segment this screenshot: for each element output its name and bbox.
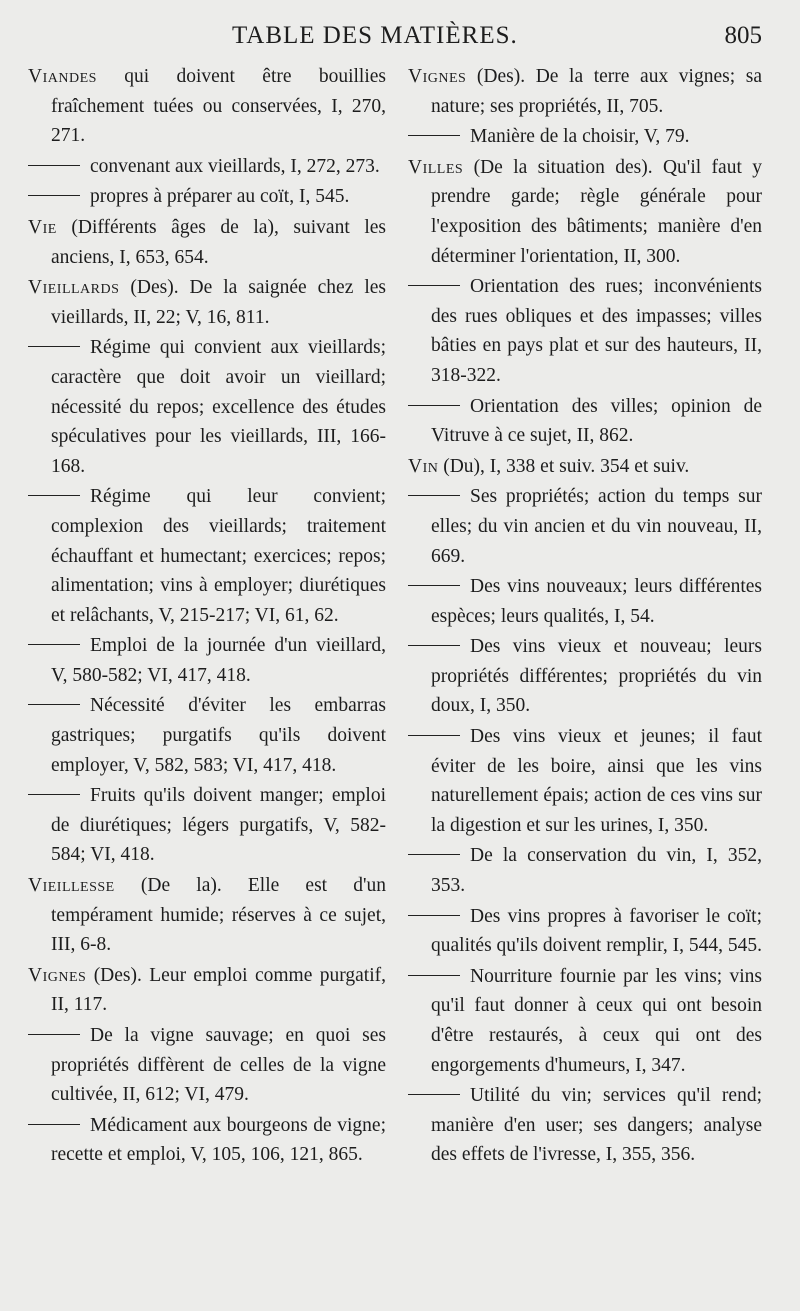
- left-column: [28, 62, 386, 1171]
- entry-headword: Vieillesse: [28, 875, 115, 897]
- entry-text: Nécessité d'éviter les embarras gastriques; purgatifs qu'ils doivent employer, V, 582, 583; VI, 417, 418.: [51, 695, 386, 776]
- index-subentry: [28, 1021, 386, 1110]
- index-entry: [28, 213, 386, 272]
- index-subentry: [408, 632, 762, 721]
- entry-text: qui doivent être bouillies fraîchement tuées ou conservées, I, 270, 271.: [51, 66, 386, 147]
- ditto-dash: [408, 915, 460, 916]
- ditto-dash: [408, 285, 460, 286]
- index-subentry: [408, 392, 762, 451]
- entry-text: Régime qui leur convient; complexion des vieillards; traitement échauffant et humectant; exercices; repos; alimentation; vins à employer; diurétiques et relâchants, V, 215-217; VI, 61, 62.: [51, 486, 386, 626]
- index-entry: [28, 273, 386, 332]
- index-subentry: [408, 962, 762, 1080]
- ditto-dash: [408, 405, 460, 406]
- entry-text: De la conservation du vin, I, 352, 353.: [431, 845, 762, 897]
- entry-text: (Du), I, 338 et suiv. 354 et suiv.: [438, 455, 690, 477]
- ditto-dash: [408, 585, 460, 586]
- entry-headword: Vignes: [28, 964, 87, 986]
- entry-text: Orientation des rues; inconvénients des rues obliques et des impasses; villes bâties en pays plat et sur des hauteurs, II, 318-322.: [431, 276, 762, 386]
- ditto-dash: [408, 975, 460, 976]
- index-subentry: [28, 152, 386, 182]
- ditto-dash: [28, 1034, 80, 1035]
- ditto-dash: [408, 495, 460, 496]
- ditto-dash: [408, 854, 460, 855]
- ditto-dash: [408, 645, 460, 646]
- ditto-dash: [408, 135, 460, 136]
- running-title: TABLE DES MATIÈRES.: [232, 22, 518, 49]
- entry-text: Des vins vieux et nouveau; leurs propriétés différentes; propriétés du vin doux, I, 350.: [431, 636, 762, 717]
- ditto-dash: [28, 644, 80, 645]
- index-subentry: [408, 122, 762, 152]
- entry-text: convenant aux vieillards, I, 272, 273.: [90, 155, 380, 177]
- entry-text: De la vigne sauvage; en quoi ses propriétés diffèrent de celles de la vigne cultivée, II, 612; VI, 479.: [51, 1025, 386, 1106]
- ditto-dash: [28, 195, 80, 196]
- index-subentry: [28, 1111, 386, 1170]
- ditto-dash: [28, 495, 80, 496]
- entry-headword: Vie: [28, 216, 57, 238]
- ditto-dash: [28, 346, 80, 347]
- index-subentry: [408, 572, 762, 631]
- entry-text: Des vins vieux et jeunes; il faut éviter de les boire, ainsi que les vins naturellement épais; action de ces vins sur la digestion et sur les urines, I, 350.: [431, 726, 762, 836]
- right-column: [408, 62, 762, 1171]
- entry-headword: Viandes: [28, 66, 97, 87]
- page-header: [0, 18, 800, 58]
- index-subentry: [408, 1081, 762, 1170]
- index-subentry: [28, 691, 386, 780]
- entry-text: propres à préparer au coït, I, 545.: [90, 186, 350, 208]
- page-number: 805: [724, 22, 762, 49]
- entry-text: (Des). Leur emploi comme purgatif, II, 117.: [51, 964, 386, 1016]
- entry-text: Ses propriétés; action du temps sur elles; du vin ancien et du vin nouveau, II, 669.: [431, 486, 762, 567]
- entry-text: (Différents âges de la), suivant les anciens, I, 653, 654.: [51, 216, 386, 268]
- index-entry: [28, 961, 386, 1020]
- entry-text: Des vins nouveaux; leurs différentes espèces; leurs qualités, I, 54.: [431, 576, 762, 627]
- entry-text: (De la). Elle est d'un tempérament humide; réserves à ce sujet, III, 6-8.: [51, 875, 386, 956]
- entry-text: (De la situation des). Qu'il faut y prendre garde; règle générale pour l'exposition des bâtiments; manière d'en déterminer l'orientation, II, 300.: [431, 156, 762, 267]
- entry-text: Nourriture fournie par les vins; vins qu'il faut donner à ceux qui ont besoin d'être restaurés, à ceux qui ont des engorgements d'humeurs, I, 347.: [431, 965, 762, 1076]
- ditto-dash: [28, 165, 80, 166]
- index-entry: [28, 871, 386, 960]
- entry-text: Emploi de la journée d'un vieillard, V, 580-582; VI, 417, 418.: [51, 635, 386, 686]
- entry-text: Fruits qu'ils doivent manger; emploi de diurétiques; légers purgatifs, V, 582-584; VI, 418.: [51, 785, 386, 866]
- entry-text: (Des). De la saignée chez les vieillards, II, 22; V, 16, 811.: [51, 277, 386, 328]
- index-subentry: [408, 902, 762, 961]
- ditto-dash: [28, 1124, 80, 1125]
- entry-text: Orientation des villes; opinion de Vitruve à ce sujet, II, 862.: [431, 395, 762, 447]
- entry-text: Régime qui convient aux vieillards; caractère que doit avoir un vieillard; nécessité du repos; excellence des études spéculatives pour les vieillards, III, 166-168.: [51, 337, 386, 477]
- entry-headword: Vieillards: [28, 277, 120, 299]
- entry-headword: Vin: [408, 455, 439, 477]
- entry-text: Médicament aux bourgeons de vigne; recette et emploi, V, 105, 106, 121, 865.: [51, 1114, 386, 1166]
- index-subentry: [408, 482, 762, 571]
- ditto-dash: [408, 1094, 460, 1095]
- entry-text: Utilité du vin; services qu'il rend; manière d'en user; ses dangers; analyse des effets de l'ivresse, I, 355, 356.: [431, 1085, 762, 1166]
- entry-headword: Villes: [408, 156, 464, 178]
- entry-text: (Des). De la terre aux vignes; sa nature; ses propriétés, II, 705.: [431, 66, 762, 117]
- index-subentry: [408, 272, 762, 390]
- entry-text: Des vins propres à favoriser le coït; qualités qu'ils doivent remplir, I, 544, 545.: [431, 905, 762, 957]
- ditto-dash: [28, 704, 80, 705]
- index-subentry: [28, 781, 386, 870]
- index-entry: [408, 452, 762, 482]
- entry-headword: Vignes: [408, 66, 467, 87]
- ditto-dash: [408, 735, 460, 736]
- index-subentry: [28, 182, 386, 212]
- entry-text: Manière de la choisir, V, 79.: [470, 126, 690, 148]
- ditto-dash: [28, 794, 80, 795]
- index-subentry: [28, 482, 386, 630]
- index-subentry: [408, 722, 762, 840]
- index-entry: [28, 62, 386, 151]
- index-subentry: [28, 333, 386, 481]
- index-entry: [408, 62, 762, 121]
- index-subentry: [408, 841, 762, 900]
- index-subentry: [28, 631, 386, 690]
- index-entry: [408, 153, 762, 271]
